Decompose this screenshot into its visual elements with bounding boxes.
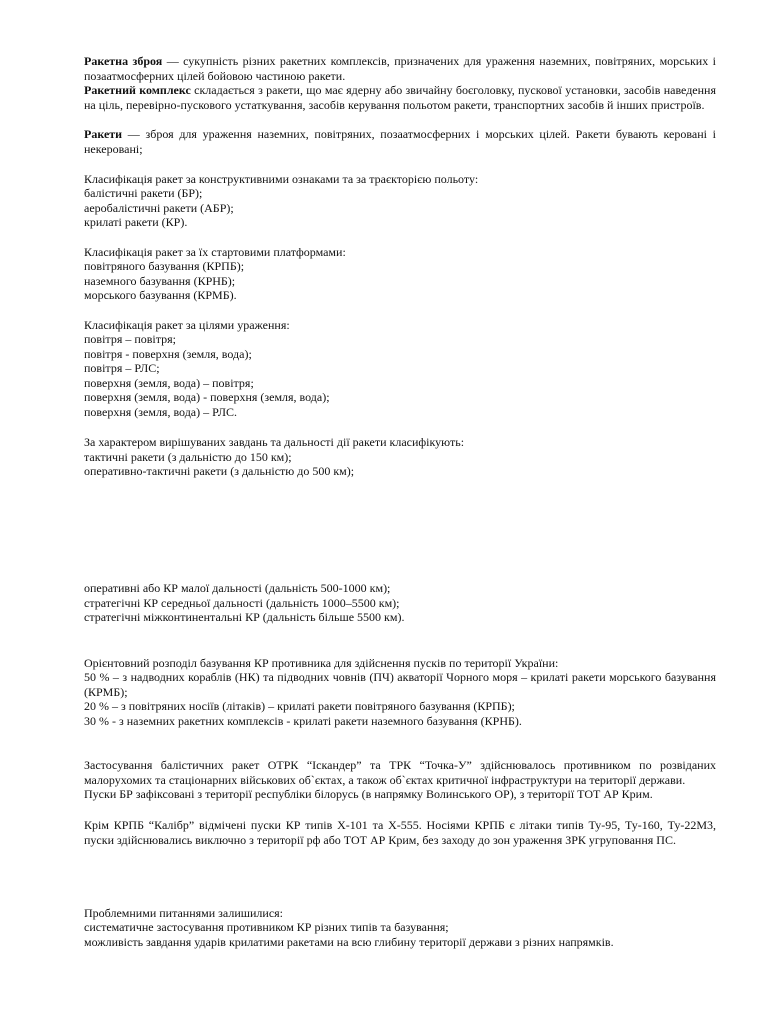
usage-paragraph: [84, 818, 716, 847]
definition-text: складається з ракети, що має ядерну або звичайну боєголовку, пускової установки, засобів наведення на ціль, перевірно-пускового устаткування, засобів керування польотом ракети, транспортних засобів й інших пристроїв.: [84, 83, 716, 112]
definition-rockets: [84, 127, 716, 156]
list-item: стратегічні КР середньої дальності (дальність 1000–5500 км);: [84, 596, 400, 610]
list-item: оперативно-тактичні ракети (з дальністю до 500 км);: [84, 464, 355, 478]
list-item: аеробалістичні ракети (АБР);: [84, 201, 234, 215]
list-item: повітряного базування (КРПБ);: [84, 259, 245, 273]
list-item: поверхня (земля, вода) – повітря;: [84, 376, 254, 390]
classification-platform-heading: Класифікація ракет за їх стартовими платформами:: [84, 245, 346, 259]
classification-design-heading: Класифікація ракет за конструктивними ознаками та за траєкторією польоту:: [84, 172, 479, 186]
usage-paragraph: Застосування балістичних ракет ОТРК “Іскандер” та ТРК “Точка-У” здійснювалось противником по розвіданих малорухомих та стаціонарних військових об`єктах, а також об`єктах критичної інфраструктури на території держави.: [84, 758, 716, 787]
usage-text: Крім КРПБ “Калібр” відмічені пуски КР типів Х-101 та Х-555. Носіями КРПБ є літаки типів Ту-95, Ту-160, Ту-22М3, пуски здійснювались виключно з території рф або ТОТ АР Крим, без заходу до зон ураження ЗРК угруповання ПС.: [84, 818, 716, 847]
definition-rocket-complex: [84, 83, 716, 112]
list-item: поверхня (земля, вода) – РЛС.: [84, 405, 238, 419]
list-item: стратегічні міжконтинентальні КР (дальність більше 5500 км).: [84, 610, 405, 624]
distribution-heading: Орієнтовний розподіл базування КР противника для здійснення пусків по території України:: [84, 656, 559, 670]
list-item: систематичне застосування противником КР різних типів та базування;: [84, 920, 449, 934]
list-item: крилаті ракети (КР).: [84, 215, 188, 229]
list-item: балістичні ракети (БР);: [84, 186, 203, 200]
problems-heading: Проблемними питаннями залишилися:: [84, 906, 284, 920]
definition-rocket-weapon: [84, 54, 716, 83]
list-item: повітря - поверхня (земля, вода);: [84, 347, 252, 361]
definition-term: Ракетний комплекс: [84, 83, 191, 97]
list-item: морського базування (КРМБ).: [84, 288, 237, 302]
classification-targets-heading: Класифікація ракет за цілями ураження:: [84, 318, 290, 332]
list-item: наземного базування (КРНБ);: [84, 274, 236, 288]
list-item: тактичні ракети (з дальністю до 150 км);: [84, 450, 292, 464]
definition-text: — зброя для ураження наземних, повітряних, позаатмосферних і морських цілей. Ракети бувають керовані і некеровані;: [84, 127, 716, 156]
list-item: повітря – повітря;: [84, 332, 176, 346]
list-item: 30 % - з наземних ракетних комплексів - крилаті ракети наземного базування (КРНБ).: [84, 714, 522, 728]
list-item: поверхня (земля, вода) - поверхня (земля, вода);: [84, 390, 330, 404]
list-item: оперативні або КР малої дальності (дальність 500-1000 км);: [84, 581, 391, 595]
definition-term: Ракетна зброя: [84, 54, 163, 68]
definition-term: Ракети: [84, 127, 123, 141]
usage-paragraph: Пуски БР зафіксовані з території республіки білорусь (в напрямку Волинського ОР), з території ТОТ АР Крим.: [84, 787, 653, 801]
list-item: 20 % – з повітряних носіїв (літаків) – крилаті ракети повітряного базування (КРПБ);: [84, 699, 515, 713]
list-item: 50 % – з надводних кораблів (НК) та підводних човнів (ПЧ) акваторії Чорного моря – крилаті ракети морського базування (КРМБ);: [84, 670, 716, 699]
list-item: можливість завдання ударів крилатими ракетами на всю глибину території держави з різних напрямків.: [84, 935, 614, 949]
classification-range-heading: За характером вирішуваних завдань та дальності дії ракети класифікують:: [84, 435, 465, 449]
definition-text: — сукупність різних ракетних комплексів, призначених для ураження наземних, повітряних, морських і позаатмосферних цілей бойовою частиною ракети.: [84, 54, 716, 83]
list-item: повітря – РЛС;: [84, 361, 160, 375]
